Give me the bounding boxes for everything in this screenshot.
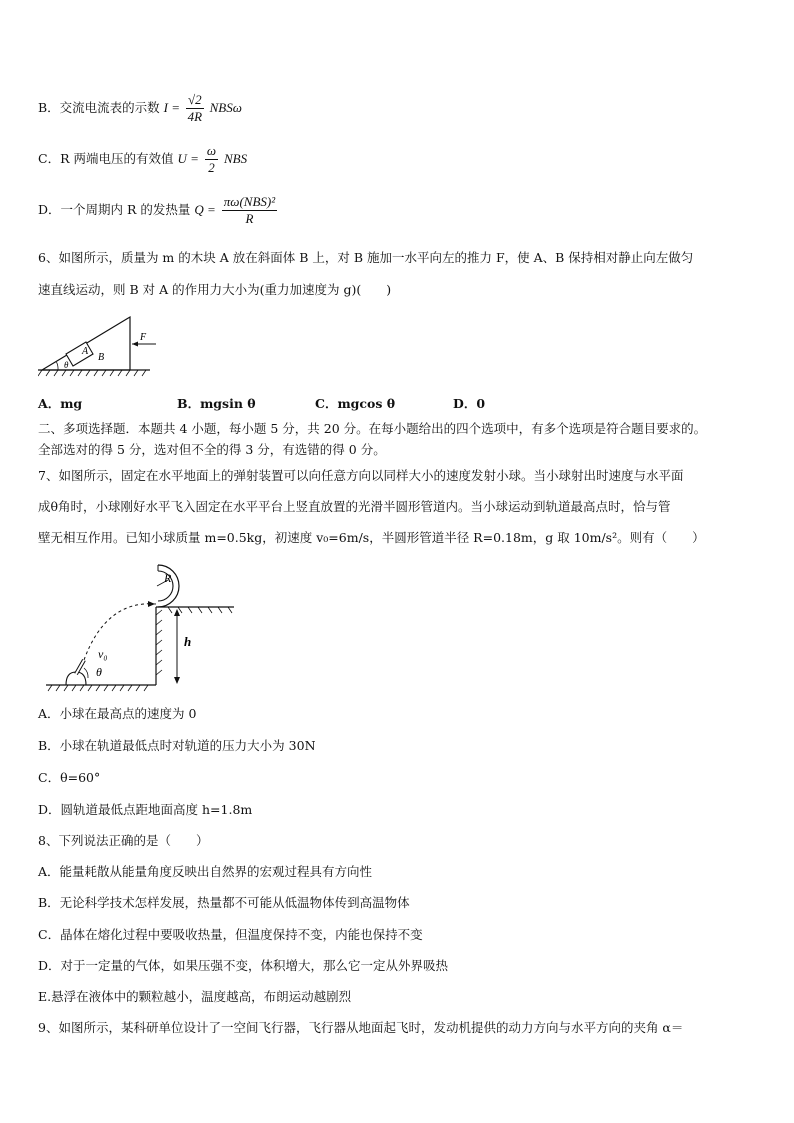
option-b-text: B．交流电流表的示数 — [38, 100, 160, 115]
q7-option-b: B．小球在轨道最低点时对轨道的压力大小为 30N — [38, 738, 316, 753]
option-d-text: D．一个周期内 R 的发热量 — [38, 202, 191, 217]
q8-option-b: B．无论科学技术怎样发展，热量都不可能从低温物体传到高温物体 — [38, 895, 410, 910]
q7-option-a: A．小球在最高点的速度为 0 — [38, 706, 197, 721]
option-d-row — [38, 194, 279, 227]
option-c-lhs: U = — [177, 151, 199, 166]
q9-line-1: 9、如图所示，某科研单位设计了一空间飞行器，飞行器从地面起飞时，发动机提供的动力方向与水平方向的夹角 α＝ — [38, 1020, 684, 1035]
label-f: F — [140, 332, 147, 343]
option-b-fraction — [186, 92, 204, 125]
label-r: R — [164, 571, 172, 585]
option-c-fraction — [205, 143, 218, 176]
section2-line-2: 全部选对的得 5 分，选对但不全的得 3 分，有选错的得 0 分。 — [38, 442, 386, 457]
q7-option-c: C．θ=60° — [38, 770, 101, 785]
q8-stem: 8、下列说法正确的是（ ） — [38, 833, 209, 848]
section2-line-1: 二、多项选择题．本题共 4 小题，每小题 5 分，共 20 分。在每小题给出的四个选项中，有多个选项是符合题目要求的。 — [38, 421, 707, 436]
label-theta: θ — [64, 360, 69, 370]
option-c-tail: NBS — [224, 151, 248, 166]
option-c-denominator: 2 — [208, 160, 215, 175]
option-c-row — [38, 143, 247, 176]
option-c-numerator: ω — [206, 143, 217, 158]
option-b-tail: NBSω — [209, 100, 242, 115]
q8-option-c: C．晶体在熔化过程中要吸收热量，但温度保持不变，内能也保持不变 — [38, 927, 423, 942]
q6-line-1: 6、如图所示，质量为 m 的木块 A 放在斜面体 B 上，对 B 施加一水平向左的推力 F，使 A、B 保持相对静止向左做匀 — [38, 250, 694, 265]
option-d-lhs: Q = — [194, 202, 216, 217]
q6-option-a: A．mg — [38, 396, 83, 411]
block-a — [66, 342, 93, 366]
label-b: B — [98, 352, 105, 363]
q7-line-1: 7、如图所示，固定在水平地面上的弹射装置可以向任意方向以同样大小的速度发射小球。当小球射出时速度与水平面 — [38, 468, 684, 483]
label-h: h — [184, 634, 192, 649]
q6-line-2: 速直线运动，则 B 对 A 的作用力大小为(重力加速度为 g)( ) — [38, 282, 392, 297]
q6-option-d: D．0 — [453, 396, 486, 411]
option-b-denominator: 4R — [187, 109, 203, 124]
q7-line-2: 成θ角时，小球刚好水平飞入固定在水平平台上竖直放置的光滑半圆形管道内。当小球运动到轨道最高点时，恰与管 — [38, 499, 671, 514]
q8-option-d: D．对于一定量的气体，如果压强不变，体积增大，那么它一定从外界吸热 — [38, 958, 449, 973]
q8-option-e: E.悬浮在液体中的颗粒越小，温度越高，布朗运动越剧烈 — [38, 989, 352, 1004]
q7-line-3: 壁无相互作用。已知小球质量 m=0.5kg，初速度 v₀=6m/s，半圆形管道半径 R=0.18m，g 取 10m/s²。则有（ ） — [38, 530, 705, 545]
option-b-row — [38, 92, 242, 125]
q7-projectile-diagram — [44, 560, 240, 695]
option-c-text: C．R 两端电压的有效值 — [38, 151, 174, 166]
option-d-denominator: R — [245, 211, 254, 226]
option-d-numerator: πω(NBS)² — [223, 194, 276, 209]
label-a: A — [82, 346, 89, 357]
q6-incline-diagram — [38, 312, 158, 380]
q7-option-d: D．圆轨道最低点距地面高度 h=1.8m — [38, 802, 253, 817]
q6-option-b: B．mgsin θ — [177, 396, 256, 411]
option-b-numerator: √2 — [188, 92, 202, 107]
option-b-lhs: I = — [163, 100, 181, 115]
option-d-fraction — [222, 194, 277, 227]
label-v0: v₀ — [98, 647, 108, 661]
q6-option-c: C．mgcos θ — [315, 396, 396, 411]
trajectory — [84, 604, 156, 660]
label-theta-7: θ — [96, 665, 102, 679]
q8-option-a: A．能量耗散从能量角度反映出自然界的宏观过程具有方向性 — [38, 864, 373, 879]
